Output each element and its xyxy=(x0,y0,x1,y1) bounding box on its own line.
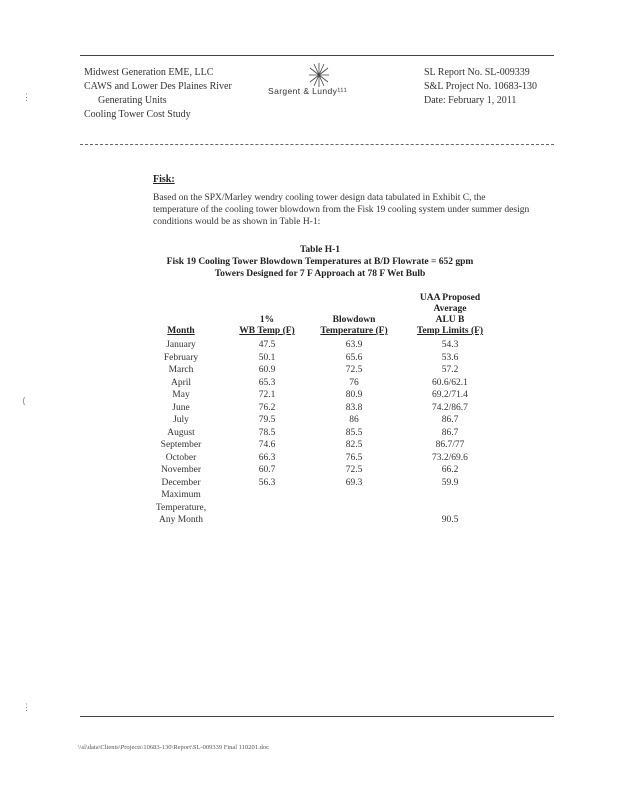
cell-uaa-limit: 86.7 xyxy=(441,415,459,425)
cell-uaa-limit: 60.6/62.1 xyxy=(432,377,468,388)
table-row-max-line2 xyxy=(0,503,619,516)
cell-blowdown-temp: 69.3 xyxy=(345,477,363,488)
starburst-icon xyxy=(308,62,330,88)
table-row xyxy=(0,453,619,466)
table-row xyxy=(0,415,619,428)
cell-wb-temp: 60.9 xyxy=(258,365,276,375)
cell-uaa-limit: 86.7 xyxy=(441,427,459,438)
header-project-no: S&L Project No. 10683-130 xyxy=(424,81,537,92)
col-header-uaa-line2: Average xyxy=(433,304,467,314)
cell-month: July xyxy=(173,415,189,425)
cell-blowdown-temp: 83.8 xyxy=(345,402,363,413)
cell-blowdown-temp: 72.5 xyxy=(345,365,363,375)
cell-uaa-limit: 54.3 xyxy=(441,340,459,350)
header-bottom-rule xyxy=(80,144,554,145)
col-header-blowdown xyxy=(308,315,400,337)
cell-wb-temp: 79.5 xyxy=(258,415,276,425)
col-header-uaa-line1: UAA Proposed xyxy=(419,293,481,303)
cell-blowdown-temp: 72.5 xyxy=(345,465,363,475)
cell-month: October xyxy=(165,452,197,463)
table-row xyxy=(0,403,619,416)
table-row-max-line3 xyxy=(0,515,619,528)
margin-mark: ⋮ xyxy=(22,702,31,712)
table-row xyxy=(0,378,619,391)
cell-uaa-limit: 69.2/71.4 xyxy=(432,390,468,400)
cell-wb-temp: 50.1 xyxy=(258,352,276,363)
cell-uaa-limit: 74.2/86.7 xyxy=(432,402,468,413)
header-project-line1: CAWS and Lower Des Plaines River xyxy=(84,81,232,92)
table-row xyxy=(0,340,619,353)
cell-uaa-limit: 53.6 xyxy=(441,352,459,363)
cell-uaa-limit: 73.2/69.6 xyxy=(432,452,468,463)
cell-month: April xyxy=(170,377,192,388)
col-header-uaa-line4: Temp Limits (F) xyxy=(416,326,484,336)
cell-wb-temp: 65.3 xyxy=(258,377,276,388)
footer-file-path: \\sl\data\Clients\Projects\10683-130\Report\SL-009339 Final 110201.doc xyxy=(78,744,269,751)
cell-blowdown-temp: 85.5 xyxy=(345,427,363,438)
section-title: Fisk: xyxy=(153,174,175,185)
table-row xyxy=(0,465,619,478)
col-header-wb-line2: WB Temp (F) xyxy=(239,326,295,336)
margin-mark: ⟨ xyxy=(22,396,26,406)
cell-month: January xyxy=(166,340,196,350)
cell-wb-temp: 72.1 xyxy=(258,390,276,400)
margin-mark: ⋮ xyxy=(22,92,31,102)
col-header-uaa xyxy=(402,293,498,337)
cell-uaa-limit: 86.7/77 xyxy=(435,440,465,450)
col-header-uaa-line3: ALU B xyxy=(435,315,465,325)
table-row xyxy=(0,390,619,403)
cell-uaa-limit: 57.2 xyxy=(441,365,459,375)
logo-wordmark: Sargent & Lundy¹¹¹ xyxy=(268,86,348,96)
header-left-block xyxy=(84,66,232,122)
cell-blowdown-temp: 76.5 xyxy=(345,452,363,463)
cell-month: December xyxy=(161,477,201,488)
table-row xyxy=(0,353,619,366)
cell-uaa-limit: 66.2 xyxy=(441,465,459,475)
cell-month: August xyxy=(167,427,195,438)
table-row xyxy=(0,440,619,453)
cell-month: May xyxy=(172,390,190,400)
col-header-month xyxy=(140,326,222,337)
cell-max-label-2: Temperature, xyxy=(155,502,207,513)
col-header-month-label: Month xyxy=(167,326,195,336)
cell-wb-temp: 76.2 xyxy=(258,402,276,413)
header-right-block xyxy=(424,66,537,108)
cell-wb-temp: 60.7 xyxy=(258,465,276,475)
col-header-bd-line1: Blowdown xyxy=(332,315,376,325)
cell-wb-temp: 66.3 xyxy=(258,452,276,463)
cell-blowdown-temp: 76 xyxy=(349,377,359,388)
cell-blowdown-temp: 86 xyxy=(349,415,359,425)
header-date: Date: February 1, 2011 xyxy=(424,95,517,106)
cell-month: September xyxy=(160,440,202,450)
header-company: Midwest Generation EME, LLC xyxy=(84,67,214,78)
intro-paragraph: Based on the SPX/Marley wendry cooling tower design data tabulated in Exhibit C, the temperature of the cooling tower blowdown from the Fisk 19 cooling system under summer design conditions would be as shown in Table H-1: xyxy=(153,193,530,227)
cell-blowdown-temp: 80.9 xyxy=(345,390,363,400)
cell-wb-temp: 78.5 xyxy=(258,427,276,438)
cell-max-label-1: Maximum xyxy=(161,490,201,500)
table-subtitle-2: Towers Designed for 7 F Approach at 78 F Wet Bulb xyxy=(214,269,426,279)
col-header-wb-line1: 1% xyxy=(259,315,275,325)
table-title: Table H-1 xyxy=(299,245,341,255)
cell-max-label-3: Any Month xyxy=(158,515,204,525)
table-subtitle: Fisk 19 Cooling Tower Blowdown Temperatures at B/D Flowrate = 652 gpm xyxy=(166,257,474,267)
cell-wb-temp: 74.6 xyxy=(258,440,276,450)
header-project-line2: Generating Units xyxy=(98,95,167,106)
header-top-rule xyxy=(80,55,554,56)
cell-wb-temp: 47.5 xyxy=(258,340,276,350)
cell-month: February xyxy=(163,352,199,363)
cell-uaa-limit: 59.9 xyxy=(441,477,459,488)
table-row xyxy=(0,365,619,378)
cell-max-uaa: 90.5 xyxy=(441,515,459,525)
col-header-wb xyxy=(230,315,304,337)
cell-month: June xyxy=(172,402,190,413)
sargent-lundy-logo xyxy=(268,62,378,106)
header-study: Cooling Tower Cost Study xyxy=(84,109,191,120)
cell-month: November xyxy=(160,465,202,475)
header-report-no: SL Report No. SL-009339 xyxy=(424,67,530,78)
table-row xyxy=(0,428,619,441)
table-row-max-line1 xyxy=(0,490,619,503)
col-header-bd-line2: Temperature (F) xyxy=(320,326,388,336)
footer-rule xyxy=(80,716,554,717)
cell-blowdown-temp: 82.5 xyxy=(345,440,363,450)
table-row xyxy=(0,478,619,491)
cell-blowdown-temp: 65.6 xyxy=(345,352,363,363)
cell-month: March xyxy=(168,365,194,375)
cell-blowdown-temp: 63.9 xyxy=(345,340,363,350)
cell-wb-temp: 56.3 xyxy=(258,477,276,488)
